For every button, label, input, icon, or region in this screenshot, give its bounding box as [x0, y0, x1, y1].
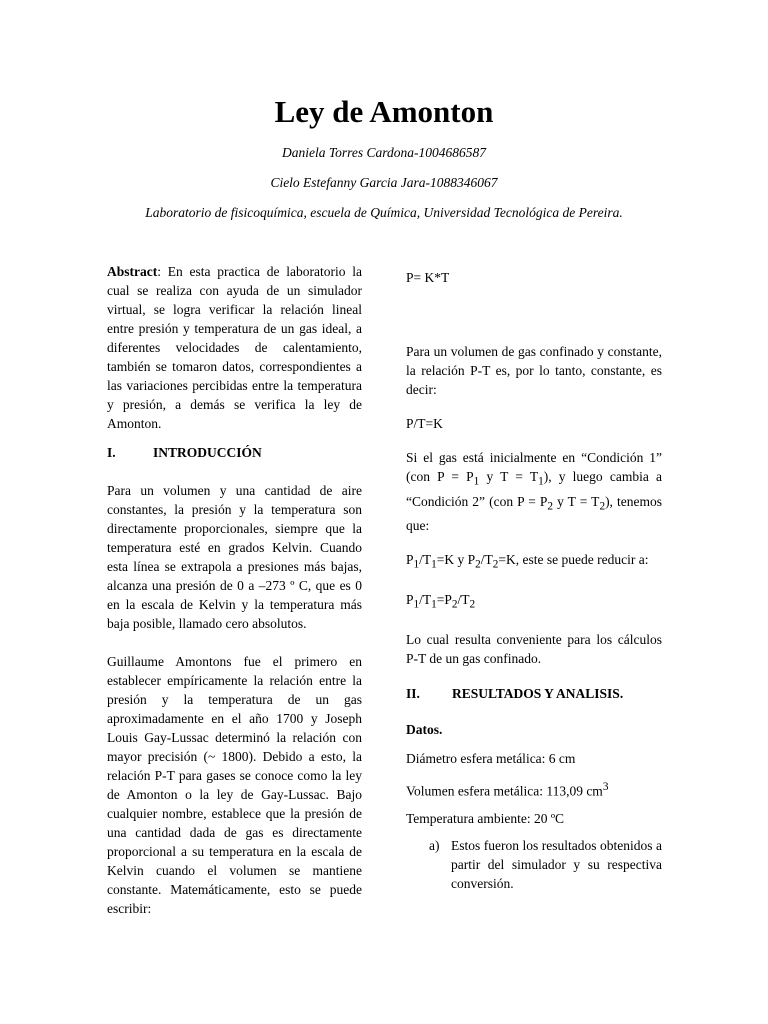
subscript: 1	[413, 559, 420, 572]
subscript: 1	[473, 475, 480, 488]
paper-title: Ley de Amonton	[274, 94, 494, 129]
volumen-line	[406, 778, 662, 801]
superscript: 3	[602, 780, 609, 793]
section-number: II.	[406, 685, 420, 701]
paragraph-reducir	[406, 550, 662, 575]
text-fragment: Volumen esfera metálica: 113,09 cm	[406, 783, 603, 799]
text-fragment: =P	[436, 592, 452, 608]
abstract-label: Abstract	[107, 264, 158, 279]
section-title: RESULTADOS Y ANALISIS.	[452, 685, 624, 701]
left-column	[107, 262, 362, 918]
list-marker: a)	[429, 838, 440, 854]
affiliation: Laboratorio de fisicoquímica, escuela de Química, Universidad Tecnológica de Pereira.	[145, 205, 623, 220]
temperatura-line: Temperatura ambiente: 20 ºC	[406, 811, 565, 827]
paragraph-confinado: Para un volumen de gas confinado y constante, la relación P-T es, por lo tanto, constante, es decir:	[406, 344, 662, 397]
text-fragment: P	[406, 592, 414, 608]
intro-paragraph-1: Para un volumen y una cantidad de aire constantes, la presión y la temperatura son directamente proporcionales, siempre que la temperatura esté en grados Kelvin. Cuando esta línea se extrapola a presiones más bajas, alcanza una presión de 0 a –273 º C, que es 0 en la escala de Kelvin y la temperatura más baja posible, llamado cero absolutos.	[107, 483, 362, 631]
intro-paragraph-2: Guillaume Amontons fue el primero en establecer empíricamente la relación entre la presión y la temperatura de un gas aproximadamente en el año 1700 y Joseph Louis Gay-Lussac determinó la relación con mayor precisión (~ 1800). Debido a esto, la relación P-T para gases se conoce como la ley de Amonton o la ley de Gay-Lussac. Bajo cualquier nombre, establece que la presión de una cantidad dada de gas es directamente proporcional a su temperatura en la escala de Kelvin cuando el volumen se mantiene constante. Matemáticamente, esto se puede escribir:	[107, 654, 362, 916]
text-fragment: Si el gas está inicialmente en “Condición 1” (con P = P	[406, 450, 662, 484]
paragraph-conveniente: Lo cual resulta conveniente para los cálculos P-T de un gas confinado.	[406, 631, 662, 666]
text-fragment: =K y P	[436, 552, 476, 568]
equation-3	[406, 590, 662, 615]
text-fragment: P	[406, 552, 414, 568]
subscript: 1	[538, 475, 544, 488]
section-heading-intro	[107, 443, 362, 462]
subscript: 2	[492, 559, 499, 572]
text-fragment: /T	[419, 592, 432, 608]
subscript: 1	[413, 598, 420, 611]
text-fragment: ), y luego cambia a “Condición 2” (con P = P	[406, 469, 662, 509]
text-fragment: /T	[419, 552, 432, 568]
equation-1: P= K*T	[406, 270, 450, 285]
list-text: Estos fueron los resultados obtenidos a partir del simulador y su respectiva conversión.	[451, 838, 662, 892]
author-2: Cielo Estefanny Garcia Jara-1088346067	[270, 175, 498, 190]
list-item	[406, 836, 662, 893]
text-fragment: ), tenemos que:	[406, 493, 662, 534]
text-fragment: =K, este se puede reducir a:	[498, 552, 649, 568]
section-title: INTRODUCCIÓN	[153, 445, 262, 460]
subscript: 2	[469, 598, 476, 611]
paragraph-condicion	[406, 448, 662, 535]
section-heading-results	[406, 684, 662, 703]
subscript: 2	[451, 598, 458, 611]
right-column	[406, 262, 662, 893]
subscript: 2	[475, 559, 481, 572]
text-fragment: y T = T	[479, 469, 539, 484]
subscript: 2	[547, 500, 554, 513]
abstract	[107, 262, 362, 433]
equation-2: P/T=K	[406, 416, 443, 431]
subscript: 1	[431, 598, 437, 611]
subscript: 2	[599, 500, 606, 513]
author-1: Daniela Torres Cardona-1004686587	[281, 145, 487, 160]
text-fragment: y T = T	[553, 493, 600, 509]
datos-heading: Datos.	[406, 721, 443, 737]
subscript: 1	[431, 559, 437, 572]
section-number: I.	[107, 445, 116, 460]
text-fragment: /T	[480, 552, 493, 568]
abstract-text: : En esta practica de laboratorio la cual se realiza con ayuda de un simulador virtual, se logra verificar la relación lineal entre presión y temperatura de un gas ideal, a diferentes velocidades de calentamiento, también se tomaron datos, correspondientes a las variaciones percibidas entre la temperatura y presión, a demás se verifica la ley de Amonton.	[107, 264, 362, 431]
diametro-line: Diámetro esfera metálica: 6 cm	[406, 750, 576, 766]
text-fragment: /T	[457, 592, 470, 608]
